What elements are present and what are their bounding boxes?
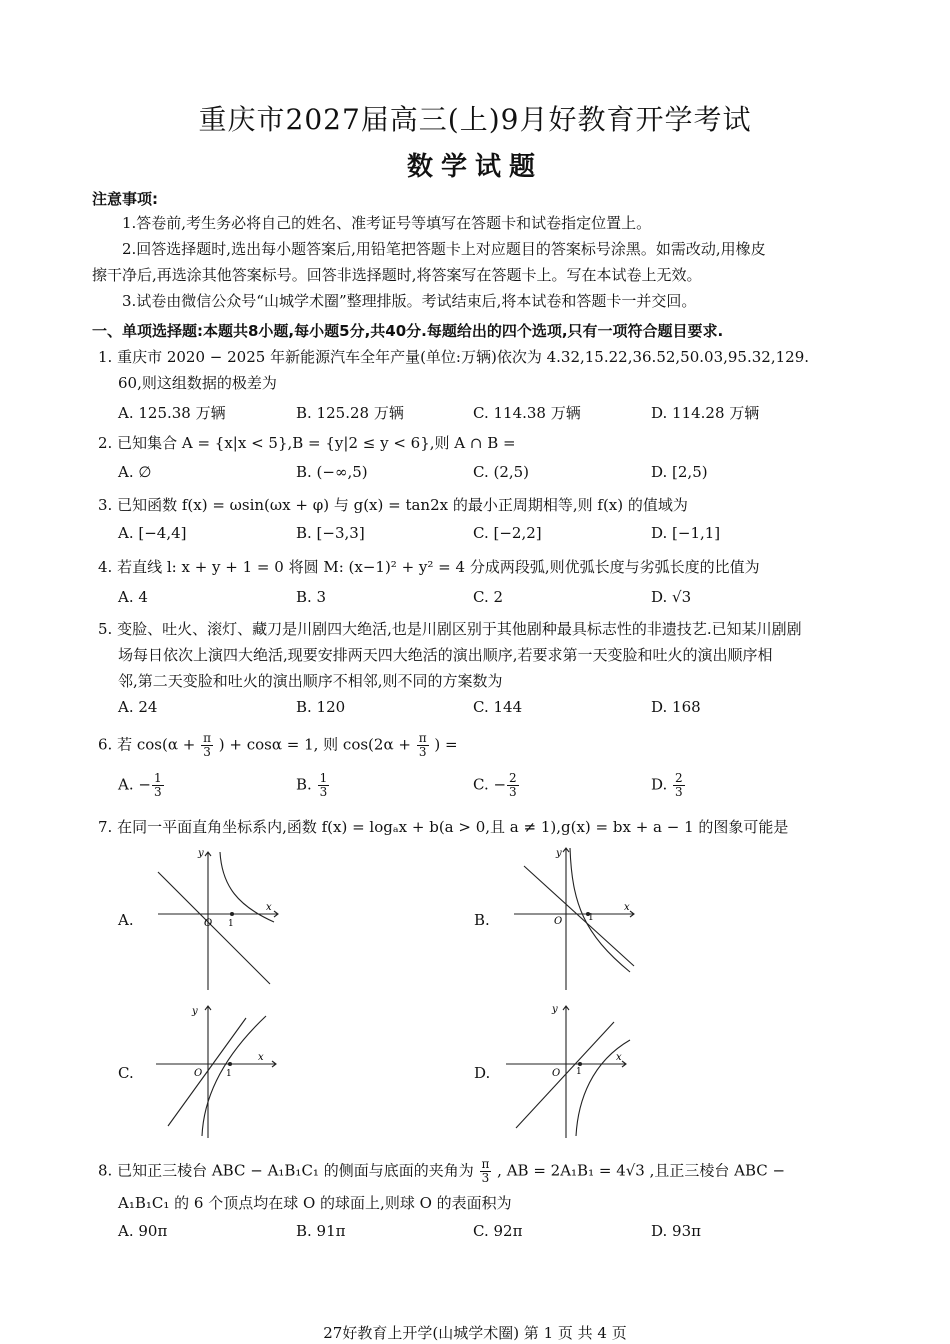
q2-option-b: B. (−∞,5) <box>296 463 368 481</box>
q6-option-d: D. $\frac{2}{3}$ <box>651 771 683 799</box>
q7-stem: 7. 在同一平面直角坐标系内,函数 f(x) = logₐx + b(a > 0,且 a ≠ 1),g(x) = bx + a − 1 的图象可能是 <box>98 818 789 836</box>
notes-heading: 注意事项: <box>92 190 158 208</box>
q7-graph-c-label: C. <box>118 1064 134 1082</box>
q3-option-a: A. [−4,4] <box>118 524 187 542</box>
q8-option-d: D. 93π <box>651 1222 701 1240</box>
q6-stem-part3: ) = <box>434 735 458 754</box>
axis-x-label: x <box>624 902 630 913</box>
q7-graph-d-label: D. <box>474 1064 491 1082</box>
q3-option-b: B. [−3,3] <box>296 524 365 542</box>
q6-option-a: A. − $\frac{1}{3}$ <box>118 771 162 799</box>
q8-stem-line2: A₁B₁C₁ 的 6 个顶点均在球 O 的球面上,则球 O 的表面积为 <box>118 1194 512 1212</box>
q8-fraction-pi-over-3: $\frac{\pi}{3}$ <box>481 1157 490 1185</box>
page-footer: 27好教育上开学(山城学术圈) 第 1 页 共 4 页 <box>323 1324 627 1342</box>
q7-graph-c <box>150 1000 290 1140</box>
axis-x-label: x <box>266 902 272 913</box>
q4-option-c: C. 2 <box>473 588 504 606</box>
q4-stem: 4. 若直线 l: x + y + 1 = 0 将圆 M: (x−1)² + y² = 4 分成两段弧,则优弧长度与劣弧长度的比值为 <box>98 558 760 576</box>
q5-stem-line3: 邻,第二天变脸和吐火的演出顺序不相邻,则不同的方案数为 <box>118 672 503 690</box>
origin-label: O <box>204 918 213 929</box>
origin-label: O <box>194 1068 203 1079</box>
axis-y-label: y <box>192 1006 198 1017</box>
q5-stem-line2: 场每日依次上演四大绝活,现要安排两天四大绝活的演出顺序,若要求第一天变脸和吐火的演出顺序相 <box>118 646 773 664</box>
q1-stem-line2: 60,则这组数据的极差为 <box>118 374 277 392</box>
q6-stem <box>98 732 458 759</box>
q5-option-d: D. 168 <box>651 698 701 716</box>
q5-option-c: C. 144 <box>473 698 523 716</box>
q2-stem: 2. 已知集合 A = {x|x < 5},B = {y|2 ≤ y < 6},则 A ∩ B = <box>98 434 516 452</box>
q7-graph-b-label: B. <box>474 911 490 929</box>
origin-label: O <box>554 916 563 927</box>
q1-option-b: B. 125.28 万辆 <box>296 404 404 422</box>
exam-title: 重庆市2027届高三(上)9月好教育开学考试 <box>198 103 752 136</box>
axis-y-label: y <box>552 1004 558 1015</box>
q8-option-a: A. 90π <box>118 1222 168 1240</box>
origin-label: O <box>552 1068 561 1079</box>
q2-option-d: D. [2,5) <box>651 463 708 481</box>
q6-stem-part2: ) + cosα = 1, 则 cos(2α + <box>218 735 411 754</box>
q7-graph-b <box>506 844 646 994</box>
q6-fraction-pi-over-3-b: $\frac{\pi}{3}$ <box>418 731 427 759</box>
q6-option-c: C. − $\frac{2}{3}$ <box>473 771 517 799</box>
q6-fraction-pi-over-3: $\frac{\pi}{3}$ <box>203 731 211 759</box>
q3-option-c: C. [−2,2] <box>473 524 542 542</box>
axis-y-label: y <box>556 848 562 859</box>
q4-option-a: A. 4 <box>118 588 148 606</box>
note-3: 3.试卷由微信公众号“山城学术圈”整理排版。考试结束后,将本试卷和答题卡一并交回。 <box>122 292 697 310</box>
q5-stem-line1: 5. 变脸、吐火、滚灯、藏刀是川剧四大绝活,也是川剧区别于其他剧种最具标志性的非遗技艺.已知某川剧剧 <box>98 620 802 638</box>
axis-x-label: x <box>616 1052 622 1063</box>
q4-option-d: D. √3 <box>651 588 692 606</box>
q6-stem-part1: 6. 若 cos(α + <box>98 735 196 754</box>
section-heading: 一、单项选择题:本题共8小题,每小题5分,共40分.每题给出的四个选项,只有一项符合题目要求. <box>92 322 724 340</box>
q8-option-c: C. 92π <box>473 1222 523 1240</box>
exam-subtitle: 数学试题 <box>406 152 543 182</box>
q6-option-b: B. $\frac{1}{3}$ <box>296 771 328 799</box>
q2-option-a: A. ∅ <box>118 463 152 481</box>
q3-stem: 3. 已知函数 f(x) = ωsin(ωx + φ) 与 g(x) = tan2x 的最小正周期相等,则 f(x) 的值域为 <box>98 496 688 514</box>
q1-option-a: A. 125.38 万辆 <box>118 404 226 422</box>
q8-stem-line1 <box>98 1158 785 1185</box>
tick-1-label: 1 <box>228 919 234 929</box>
tick-1-label: 1 <box>588 913 594 923</box>
note-2b: 擦干净后,再选涂其他答案标号。回答非选择题时,将答案写在答题卡上。写在本试卷上无效。 <box>92 266 702 284</box>
q4-option-b: B. 3 <box>296 588 327 606</box>
q7-graph-a-label: A. <box>118 911 134 929</box>
note-1: 1.答卷前,考生务必将自己的姓名、准考证号等填写在答题卡和试卷指定位置上。 <box>122 214 652 232</box>
tick-1-label: 1 <box>576 1067 582 1077</box>
axis-x-label: x <box>258 1052 264 1063</box>
q8-stem-part1: 8. 已知正三棱台 ABC − A₁B₁C₁ 的侧面与底面的夹角为 <box>98 1161 474 1180</box>
q5-option-a: A. 24 <box>118 698 158 716</box>
q8-option-b: B. 91π <box>296 1222 346 1240</box>
q1-stem-line1: 1. 重庆市 2020 − 2025 年新能源汽车全年产量(单位:万辆)依次为 4.32,15.22,36.52,50.03,95.32,129. <box>98 348 810 366</box>
axis-y-label: y <box>198 848 204 859</box>
tick-1-label: 1 <box>226 1069 232 1079</box>
q1-option-d: D. 114.28 万辆 <box>651 404 760 422</box>
q3-option-d: D. [−1,1] <box>651 524 721 542</box>
q7-graph-d <box>500 1000 640 1140</box>
q8-stem-part2: , AB = 2A₁B₁ = 4√3 ,且正三棱台 ABC − <box>497 1161 786 1180</box>
q7-graph-a <box>150 844 290 994</box>
q2-option-c: C. (2,5) <box>473 463 530 481</box>
note-2a: 2.回答选择题时,选出每小题答案后,用铅笔把答题卡上对应题目的答案标号涂黑。如需改动,用橡皮 <box>122 240 766 258</box>
q5-option-b: B. 120 <box>296 698 346 716</box>
q1-option-c: C. 114.38 万辆 <box>473 404 581 422</box>
